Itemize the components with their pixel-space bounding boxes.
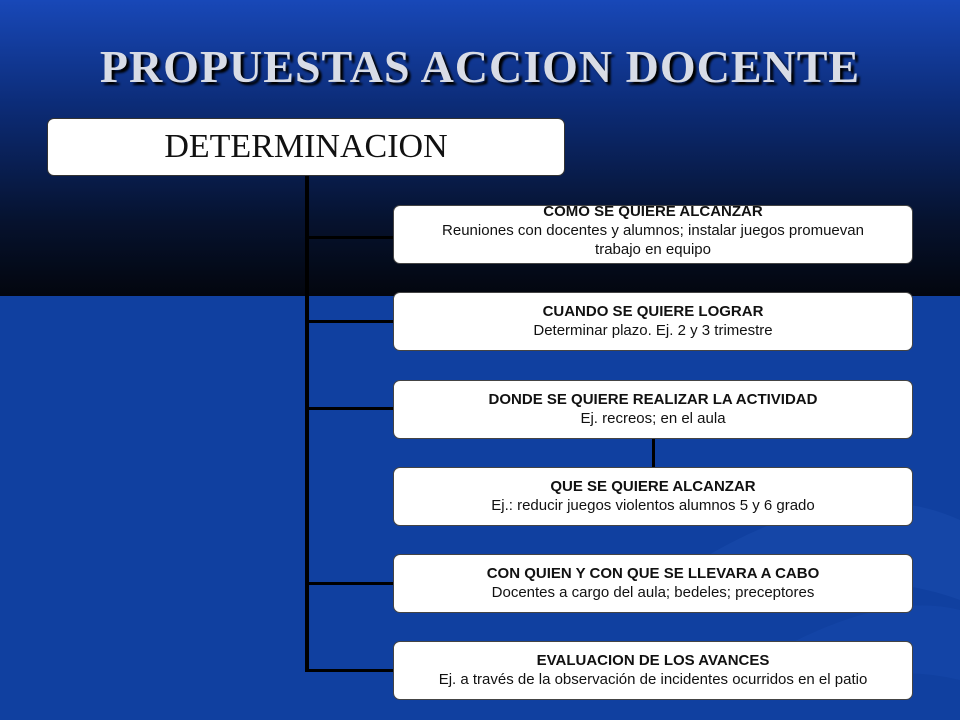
node-heading: EVALUACION DE LOS AVANCES [536,652,770,669]
branch-connector [305,320,395,323]
node-detail: Docentes a cargo del aula; bedeles; preceptores [491,584,815,601]
node-donde-se-quiere-realizar [393,380,913,439]
branch-connector [305,582,395,585]
node-como-se-quiere-alcanzar [393,205,913,264]
root-node [47,118,565,176]
node-evaluacion-de-los-avances [393,641,913,700]
tree-trunk-connector [305,176,309,672]
root-node-label: DETERMINACION [164,128,448,165]
node-cuando-se-quiere-lograr [393,292,913,351]
node-heading: DONDE SE QUIERE REALIZAR LA ACTIVIDAD [488,391,818,408]
node-heading: CON QUIEN Y CON QUE SE LLEVARA A CABO [486,565,820,582]
node-que-se-quiere-alcanzar [393,467,913,526]
node-detail: Reuniones con docentes y alumnos; instalar juegos promuevan trabajo en equipo [442,222,864,258]
node-detail: Ej. a través de la observación de incidentes ocurridos en el patio [438,671,868,688]
node-con-quien-y-con-que [393,554,913,613]
node-detail: Determinar plazo. Ej. 2 y 3 trimestre [533,322,773,339]
node-heading: COMO SE QUIERE ALCANZAR [543,205,763,220]
node-detail: Ej. recreos; en el aula [580,410,726,427]
branch-connector [305,236,395,239]
node-heading: CUANDO SE QUIERE LOGRAR [542,303,764,320]
short-connector [652,438,655,468]
node-detail: Ej.: reducir juegos violentos alumnos 5 y 6 grado [491,497,815,514]
slide-title: PROPUESTAS ACCION DOCENTE [99,41,861,92]
node-heading: QUE SE QUIERE ALCANZAR [550,478,756,495]
branch-connector [305,407,395,410]
branch-connector [305,669,395,672]
